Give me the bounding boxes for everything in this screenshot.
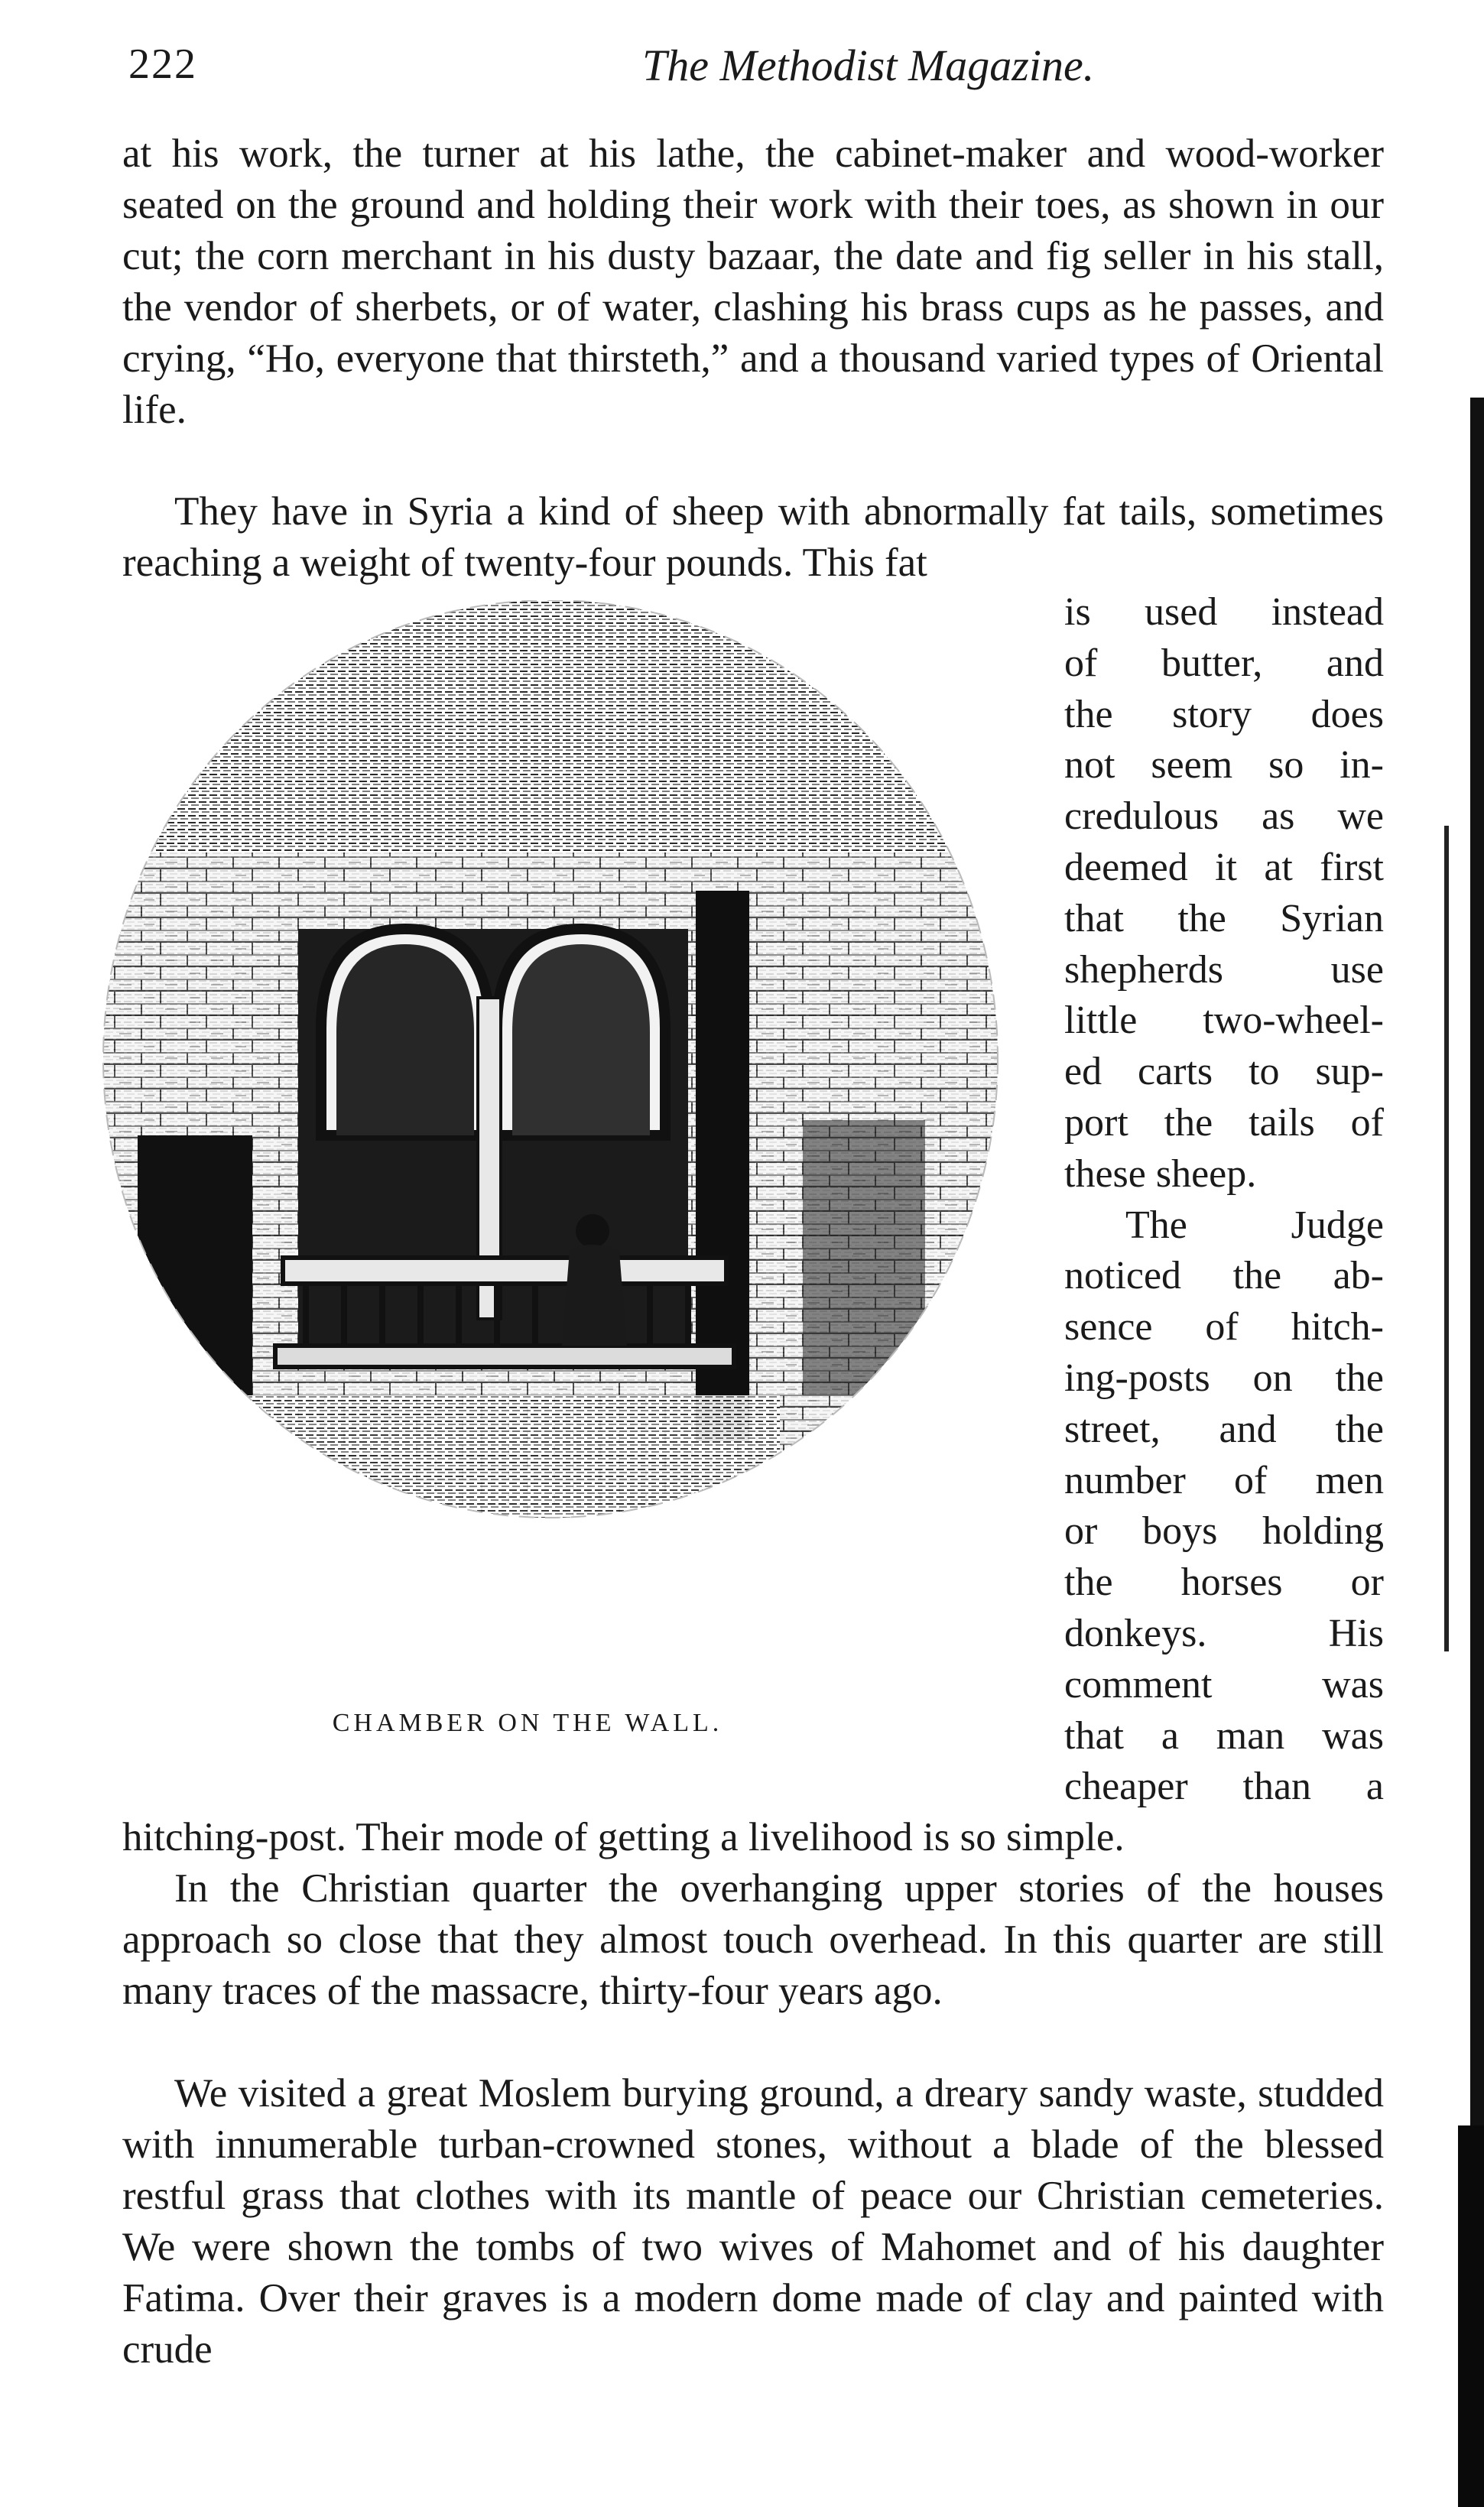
column-line: deemed it at first <box>1064 845 1384 889</box>
paragraph-burying-ground <box>122 2068 1384 2375</box>
column-line: port the tails of <box>1064 1100 1384 1145</box>
column-line: not seem so in- <box>1064 743 1384 787</box>
column-line: street, and the <box>1064 1407 1384 1451</box>
column-line: these sheep. <box>1064 1151 1257 1196</box>
running-head <box>122 40 1384 93</box>
column-line: number of men <box>1064 1458 1384 1502</box>
column-line: ing-posts on the <box>1064 1356 1384 1400</box>
column-line: that a man was <box>1064 1713 1384 1758</box>
column-line: sence of hitch- <box>1064 1305 1384 1349</box>
column-line: shepherds use <box>1064 947 1384 992</box>
illustration-caption: CHAMBER ON THE WALL. <box>332 1709 723 1737</box>
wrapped-text-column <box>1064 587 1384 1813</box>
column-line: comment was <box>1064 1662 1384 1707</box>
chamber-on-wall-engraving <box>92 600 1017 1701</box>
paragraph-hitching <box>122 1812 1384 1863</box>
paragraph-sheep <box>122 486 1384 589</box>
scan-edge-shadow-bottom <box>1458 2125 1484 2507</box>
paragraph-2-top: They have in Syria a kind of sheep with abnormally fat tails, sometimes reaching a weight of twenty-four pounds. This fat <box>122 489 1384 585</box>
engraving-illustration <box>92 600 1017 1737</box>
paragraph-1: at his work, the turner at his lathe, the cabinet-maker and wood-worker seated on the ground and holding their work with their toes, as shown in our cut; the corn merchant in his dusty bazaar, the date and fig seller in his stall, the vendor of sherbets, or of water, clashing his brass cups as he passes, and crying, “Ho, everyone that thirsteth,” and a thousand varied types of Oriental life. <box>122 132 1384 432</box>
column-line: little two-wheel- <box>1064 999 1384 1043</box>
column-line: credulous as we <box>1064 794 1384 839</box>
page-number: 222 <box>128 41 197 88</box>
column-line: cheaper than a <box>1064 1765 1384 1809</box>
paragraph-continued <box>122 128 1384 436</box>
scan-edge-line <box>1444 826 1449 1651</box>
column-line: the story does <box>1064 692 1384 736</box>
paragraph-3-end: hitching-post. Their mode of getting a livelihood is so simple. <box>122 1815 1125 1859</box>
paragraph-christian-quarter <box>122 1863 1384 2017</box>
magazine-title: The Methodist Magazine. <box>642 41 1095 90</box>
column-line: the horses or <box>1064 1560 1384 1605</box>
column-line: is used instead <box>1064 590 1384 634</box>
paragraph-5: We visited a great Moslem burying ground, a dreary sandy waste, studded with innumerable turban-crowned stones, without a blade of the blessed restful grass that clothes with its mantle of peace our Christian cemeteries. We were shown the tombs of two wives of Mahomet and of his daughter Fatima. Over their graves is a modern dome made of clay and painted with crude <box>122 2071 1384 2372</box>
column-line: of butter, and <box>1064 641 1384 685</box>
column-line: or boys holding <box>1064 1509 1384 1554</box>
column-line: ed carts to sup- <box>1064 1050 1384 1094</box>
column-line: that the Syrian <box>1064 896 1384 940</box>
column-line: The Judge <box>1125 1203 1384 1247</box>
column-line: donkeys. His <box>1064 1611 1384 1655</box>
column-line: noticed the ab- <box>1064 1254 1384 1298</box>
paragraph-4: In the Christian quarter the overhanging upper stories of the houses approach so close that they almost touch overhead. In this quarter are still many traces of the massacre, thirty-four years ago. <box>122 1866 1384 2013</box>
